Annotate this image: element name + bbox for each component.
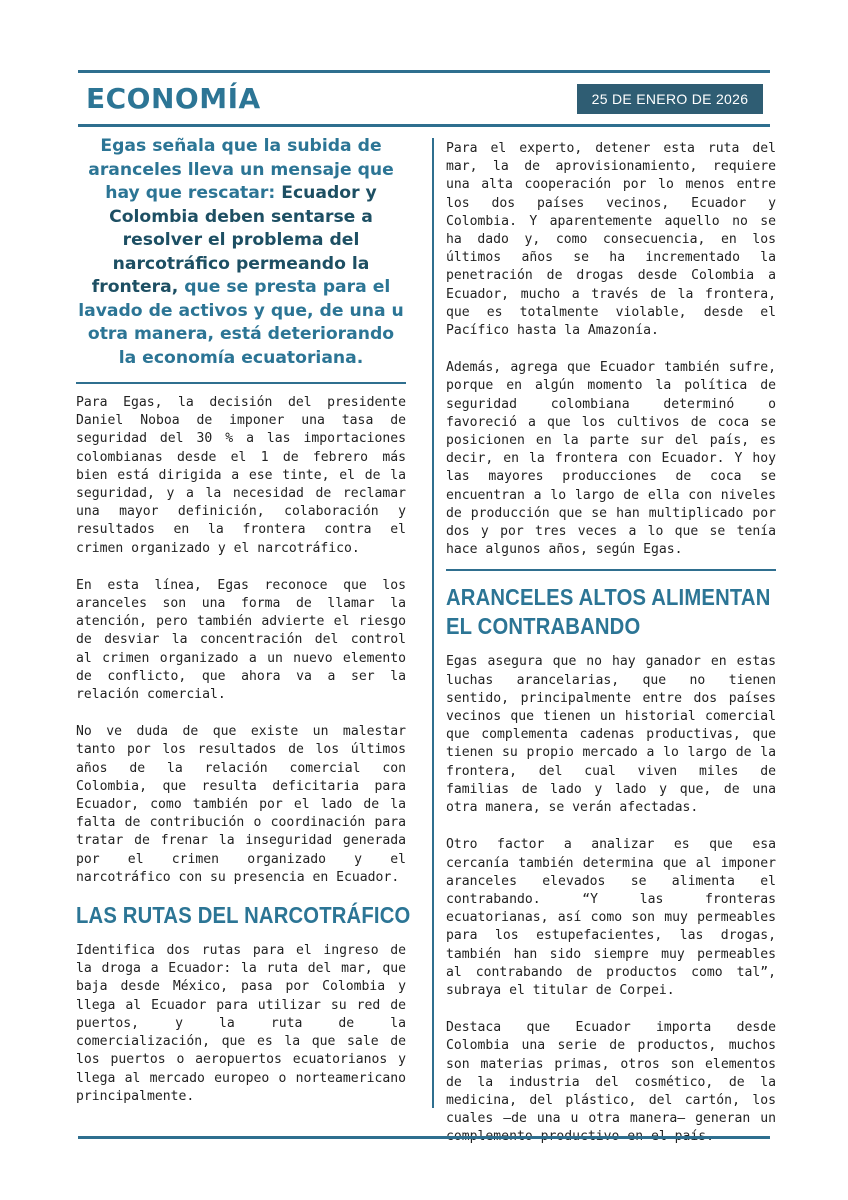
pull-quote <box>76 135 406 370</box>
footer-rule <box>78 1136 770 1139</box>
header-bottom-rule <box>78 124 770 127</box>
paragraph: No ve duda de que existe un malestar tanto por los resultados de los últimos años de la relación comercial con Colombia, que resulta deficitaria para Ecuador, como también por el lado de la falta de contribución o coordinación para tratar de frenar la inseguridad generada por el crimen organizado y el narcotráfico con su presencia en Ecuador. <box>76 724 406 885</box>
column-divider <box>432 138 434 1108</box>
paragraph: Para el experto, detener esta ruta del mar, la de aprovisionamiento, requiere una alta cooperación por lo menos entre los dos países vecinos, Ecuador y Colombia. Y aparentemente aquello no se ha dado y, como consecuencia, en los últimos años se ha incrementado la penetración de drogas desde Colombia a Ecuador, mucho a través de la frontera, que es totalmente violable, desde el Pacífico hasta la Amazonía. <box>446 141 776 339</box>
pull-quote-part-3: que se presta para el lavado de activos y que, de una u otra manera, está deteriorando la economía ecuatoriana. <box>78 277 404 368</box>
paragraph: Además, agrega que Ecuador también sufre, porque en algún momento la política de seguridad colombiana determinó o favoreció a que los cultivos de coca se posicionen en la parte sur del país, es decir, en la frontera con Ecuador. Y hoy las mayores producciones de coca se encuentran a lo largo de ella con niveles de producción que se han multiplicado por dos y por tres veces a lo que se tenía hace algunos años, según Egas. <box>446 360 776 558</box>
pull-quote-part-1: Egas señala que la subida de aranceles lleva un mensaje que hay que rescatar: <box>88 136 394 203</box>
section-title: ECONOMÍA <box>86 82 261 115</box>
paragraph: En esta línea, Egas reconoce que los aranceles son una forma de llamar la atención, pero también advierte el riesgo de desviar la concentración del control al crimen organizado a un nuevo elemento de conflicto, que ahora va a ser la relación comercial. <box>76 577 406 703</box>
subheading-rutas: LAS RUTAS DEL NARCOTRÁFICO <box>76 902 411 929</box>
paragraph: Egas asegura que no hay ganador en estas luchas arancelarias, que no tienen sentido, principalmente entre dos países vecinos que tienen un historial comercial que complementa cadenas productivas, que tienen su propio mercado a lo largo de la frontera, del cual viven miles de familias de lado y lado y que, de una otra manera, se verán afectadas. <box>446 654 776 816</box>
pull-quote-highlight: Ecuador y Colombia deben sentarse a resolver el problema del narcotráfico permeando la frontera, <box>91 183 377 297</box>
left-column <box>76 135 411 1125</box>
subheading-rule <box>446 569 776 571</box>
date-badge: 25 DE ENERO DE 2026 <box>577 84 763 114</box>
paragraph: Otro factor a analizar es que esa cercanía también determina que al imponer aranceles elevados se alimenta el contrabando. “Y las fronteras ecuatorianas, así como son muy permeables para los estupefacientes, las drogas, también han sido siempre muy permeables al contrabando de productos como tal”, subraya el titular de Corpei. <box>446 837 776 998</box>
header-top-rule <box>78 70 770 73</box>
paragraph: Identifica dos rutas para el ingreso de la droga a Ecuador: la ruta del mar, que baja desde México, pasa por Colombia y llega al Ecuador para utilizar su red de puertos, y la ruta de la comercialización, que es la que sale de los puertos o aeropuertos ecuatorianos y llega al mercado europeo o norteamericano principalmente. <box>76 943 406 1104</box>
right-column <box>446 140 776 1166</box>
pull-quote-rule <box>76 382 406 384</box>
subheading-aranceles: ARANCELES ALTOS ALIMENTAN EL CONTRABANDO <box>446 584 771 640</box>
paragraph: Para Egas, la decisión del presidente Daniel Noboa de imponer una tasa de seguridad del 30 % a las importaciones colombianas desde el 1 de febrero más bien está dirigida a ese tinte, el de la seguridad, y a la necesidad de reclamar una mayor definición, colaboración y resultados en la frontera contra el crimen organizado y el narcotráfico. <box>76 395 406 556</box>
paragraph: Destaca que Ecuador importa desde Colombia una serie de productos, muchos son materias primas, otros son elementos de la industria del cosmético, de la medicina, del plástico, del cartón, los cuales —de una u otra manera— generan un <box>446 1020 776 1127</box>
